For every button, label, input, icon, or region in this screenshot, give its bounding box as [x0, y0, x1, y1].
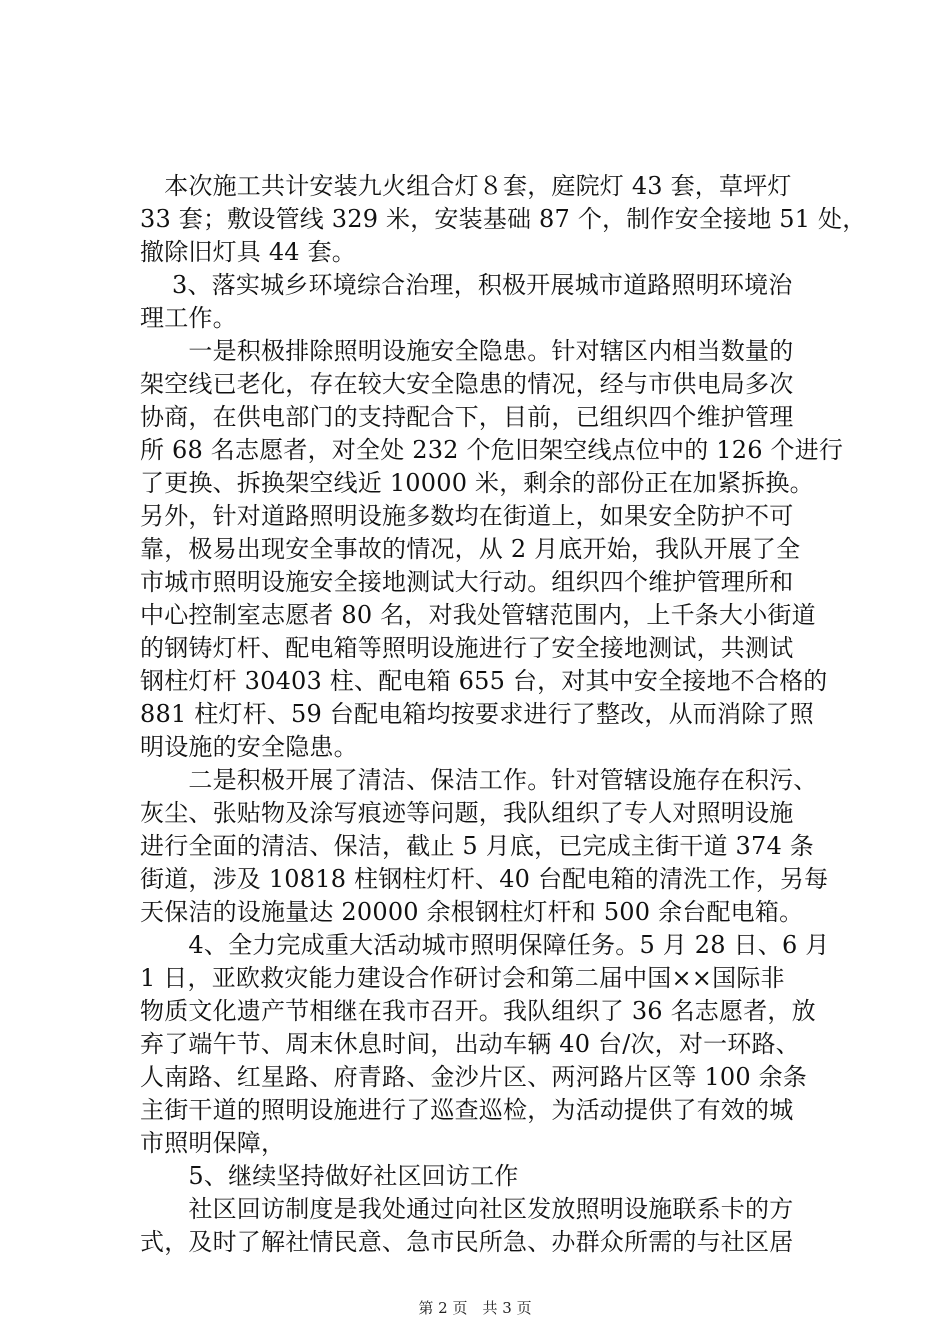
text-line: 二是积极开展了清洁、保洁工作。针对管辖设施存在积污、 — [140, 766, 818, 794]
text-line: 协商，在供电部门的支持配合下，目前，已组织四个维护管理 — [140, 403, 794, 431]
text-line: 主街干道的照明设施进行了巡查巡检，为活动提供了有效的城 — [140, 1096, 794, 1124]
text-line: 人南路、红星路、府青路、金沙片区、两河路片区等 100 余条 — [140, 1063, 808, 1091]
text-line: 了更换、拆换架空线近 10000 米，剩余的部份正在加紧拆换。 — [140, 469, 814, 497]
text-line: 靠，极易出现安全事故的情况，从 2 月底开始，我队开展了全 — [140, 535, 801, 563]
text-line: 弃了端午节、周末休息时间，出动车辆 40 台/次，对一环路、 — [140, 1030, 800, 1058]
text-line: 架空线已老化，存在较大安全隐患的情况，经与市供电局多次 — [140, 370, 794, 398]
text-line: 的钢铸灯杆、配电箱等照明设施进行了安全接地测试，共测试 — [140, 634, 794, 662]
text-line: 灰尘、张贴物及涂写痕迹等问题，我队组织了专人对照明设施 — [140, 799, 794, 827]
text-line: 所 68 名志愿者，对全处 232 个危旧架空线点位中的 126 个进行 — [140, 436, 844, 464]
text-line: 1 日，亚欧救灾能力建设合作研讨会和第二届中国××国际非 — [140, 964, 785, 992]
text-line: 进行全面的清洁、保洁，截止 5 月底，已完成主街干道 374 条 — [140, 832, 814, 860]
text-line: 5、继续坚持做好社区回访工作 — [140, 1162, 519, 1190]
text-line: 社区回访制度是我处通过向社区发放照明设施联系卡的方 — [140, 1195, 794, 1223]
page-footer: 第 2 页 共 3 页 — [418, 1299, 532, 1317]
text-line: 4、全力完成重大活动城市照明保障任务。5 月 28 日、6 月 — [140, 931, 830, 959]
text-line: 理工作。 — [140, 304, 237, 332]
text-line: 市城市照明设施安全接地测试大行动。组织四个维护管理所和 — [140, 568, 794, 596]
document-body — [140, 170, 867, 1259]
text-line: 881 柱灯杆、59 台配电箱均按要求进行了整改，从而消除了照 — [140, 700, 814, 728]
text-line: 中心控制室志愿者 80 名，对我处管辖范围内，上千条大小街道 — [140, 601, 816, 629]
text-line: 明设施的安全隐患。 — [140, 733, 358, 761]
text-line: 本次施工共计安装九火组合灯８套，庭院灯 43 套，草坪灯 — [140, 172, 792, 200]
text-line: 一是积极排除照明设施安全隐患。针对辖区内相当数量的 — [140, 337, 794, 365]
text-line: 物质文化遗产节相继在我市召开。我队组织了 36 名志愿者，放 — [140, 997, 816, 1025]
text-line: 市照明保障， — [140, 1129, 286, 1157]
text-line: 撤除旧灯具 44 套。 — [140, 238, 356, 266]
text-line: 另外，针对道路照明设施多数均在街道上，如果安全防护不可 — [140, 502, 794, 530]
text-line: 钢柱灯杆 30403 柱、配电箱 655 台，对其中安全接地不合格的 — [140, 667, 828, 695]
text-line: 天保洁的设施量达 20000 余根钢柱灯杆和 500 余台配电箱。 — [140, 898, 804, 926]
text-line: 式，及时了解社情民意、急市民所急、办群众所需的与社区居 — [140, 1228, 794, 1256]
text-line: 街道，涉及 10818 柱钢柱灯杆、40 台配电箱的清洗工作，另每 — [140, 865, 829, 893]
text-line: 3、落实城乡环境综合治理，积极开展城市道路照明环境治 — [140, 271, 793, 299]
text-line: 33 套；敷设管线 329 米，安装基础 87 个，制作安全接地 51 处， — [140, 205, 867, 233]
